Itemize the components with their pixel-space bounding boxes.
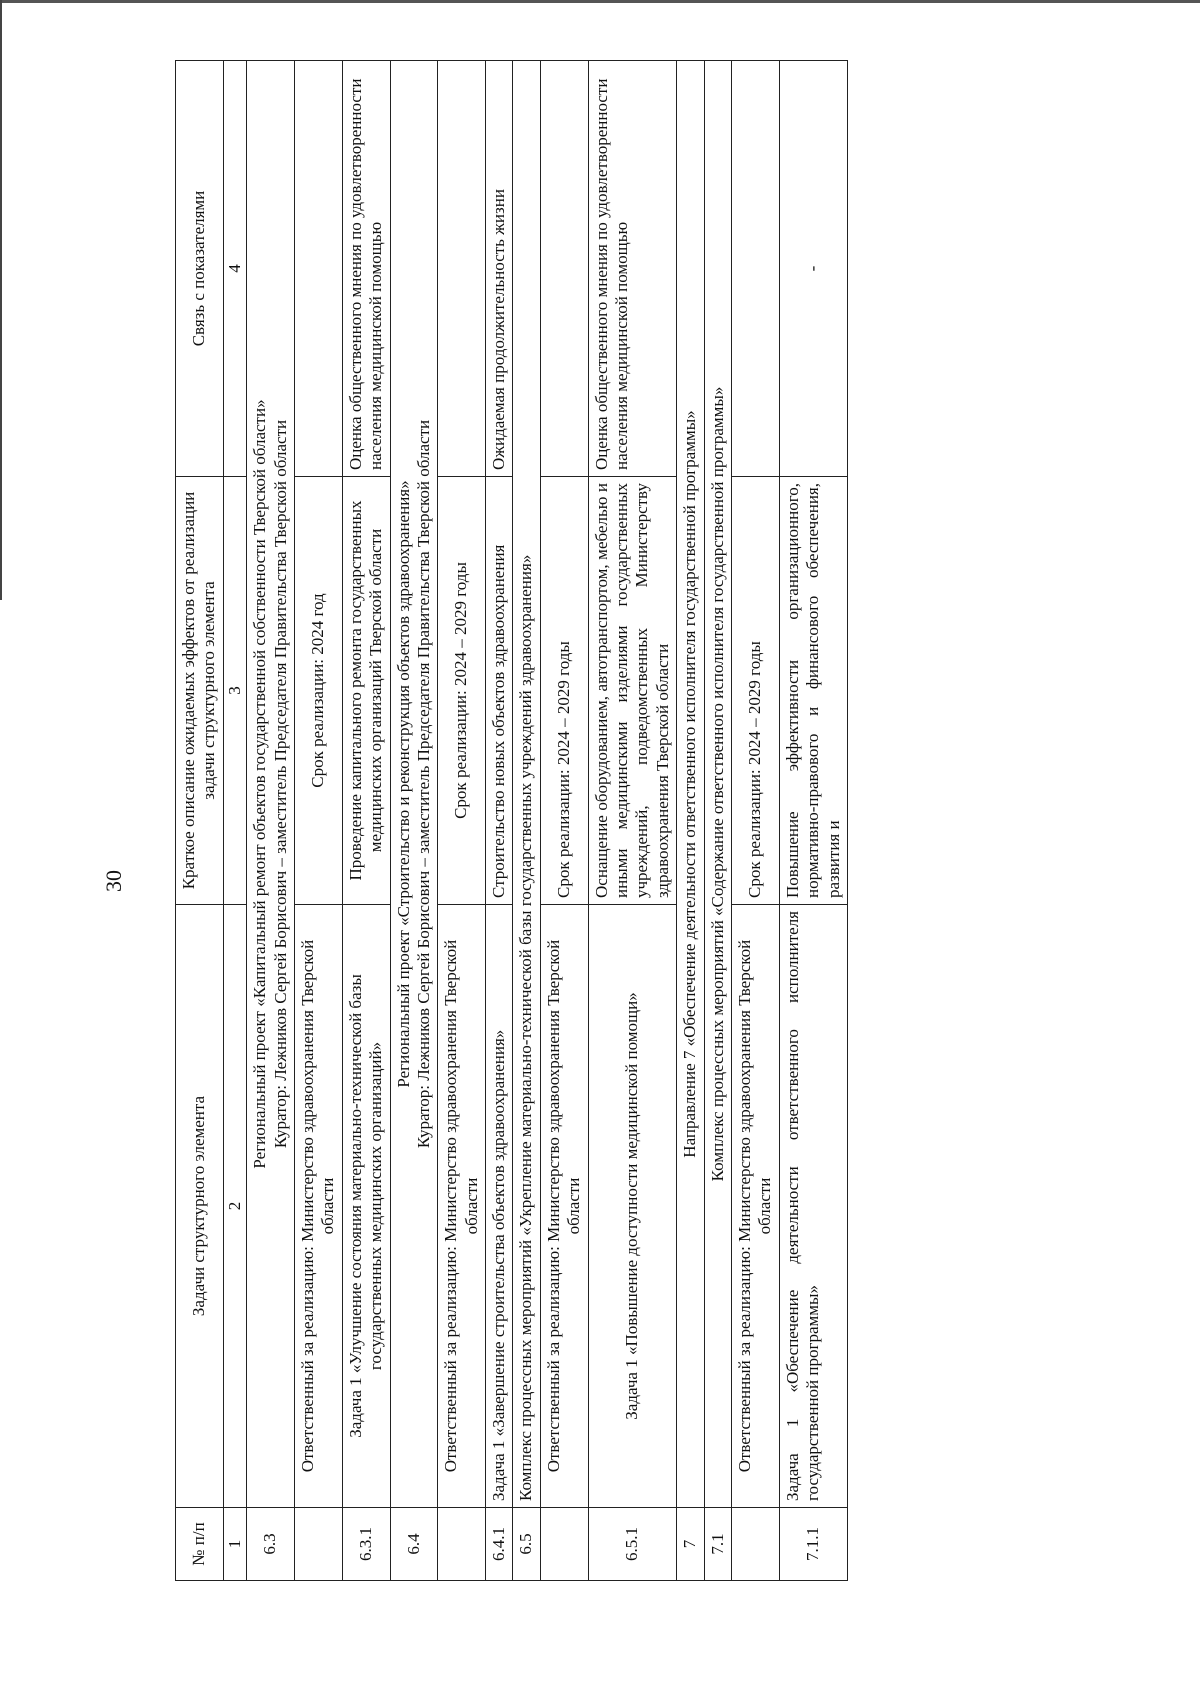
row-num: 6.3.1 (342, 1508, 390, 1581)
table-row (513, 61, 540, 1581)
col-number-4: 4 (223, 61, 246, 477)
responsible-cell: Ответственный за реализацию: Министерство здравоохранения Тверской области (540, 905, 588, 1508)
effect-cell: Проведение капитального ремонта государственных медицинских организаций Тверской области (342, 477, 390, 905)
effect-cell: Строительство новых объектов здравоохранения (486, 477, 513, 905)
col-number-2: 2 (223, 905, 246, 1508)
table-row (294, 61, 342, 1581)
row-num-empty (438, 1508, 486, 1581)
term-cell: Срок реализации: 2024 год (294, 477, 342, 905)
empty-cell (438, 61, 486, 477)
table-row (704, 61, 731, 1581)
col-number-3: 3 (223, 477, 246, 905)
row-num: 6.4 (390, 1508, 438, 1581)
row-num: 6.4.1 (486, 1508, 513, 1581)
row-num-empty (294, 1508, 342, 1581)
responsible-cell: Ответственный за реализацию: Министерство здравоохранения Тверской области (294, 905, 342, 1508)
page-number: 30 (101, 870, 126, 892)
table-row (342, 61, 390, 1581)
column-number-row (223, 61, 246, 1581)
task-cell: Задача 1 «Улучшение состояния материально-технической базы государственных медицинских организаций» (342, 905, 390, 1508)
header-effects: Краткое описание ожидаемых эффектов от реализации задачи структурного элемента (176, 477, 224, 905)
row-num: 6.5 (513, 1508, 540, 1581)
indicator-cell: Оценка общественного мнения по удовлетворенности населения медицинской помощью (342, 61, 390, 477)
table-row (677, 61, 704, 1581)
task-cell: Задача 1 «Повышение доступности медицинской помощи» (588, 905, 677, 1508)
table-header-row (176, 61, 224, 1581)
task-cell: Задача 1 «Завершение строительства объектов здравоохранения» (486, 905, 513, 1508)
project-title-cell (390, 61, 438, 1508)
empty-cell (540, 61, 588, 477)
row-num-empty (540, 1508, 588, 1581)
project-curator: Куратор: Лежников Сергей Борисович – заместитель Председателя Правительства Тверской области (413, 419, 433, 1149)
table-row (540, 61, 588, 1581)
table-row (390, 61, 438, 1581)
indicator-cell: - (779, 61, 847, 477)
indicator-cell: Ожидаемая продолжительность жизни (486, 61, 513, 477)
row-num: 7.1.1 (779, 1508, 847, 1581)
header-tasks: Задачи структурного элемента (176, 905, 224, 1508)
table-row (731, 61, 779, 1581)
header-num: № п/п (176, 1508, 224, 1581)
responsible-cell: Ответственный за реализацию: Министерство здравоохранения Тверской области (438, 905, 486, 1508)
direction-title-cell: Направление 7 «Обеспечение деятельности ответственного исполнителя государственной программы» (677, 61, 704, 1508)
table-row (588, 61, 677, 1581)
row-num: 6.3 (247, 1508, 295, 1581)
indicator-cell: Оценка общественного мнения по удовлетворенности населения медицинской помощью (588, 61, 677, 477)
empty-cell (731, 61, 779, 477)
term-cell: Срок реализации: 2024 – 2029 годы (438, 477, 486, 905)
table-row (438, 61, 486, 1581)
project-title: Региональный проект «Капитальный ремонт объектов государственной собственности Тверской области» (250, 399, 270, 1169)
project-title-cell (247, 61, 295, 1508)
project-curator: Куратор: Лежников Сергей Борисович – заместитель Председателя Правительства Тверской области (270, 419, 290, 1149)
scan-edge-left (0, 0, 2, 600)
header-indicators: Связь с показателями (176, 61, 224, 477)
complex-title-cell: Комплекс процессных мероприятий «Содержание ответственного исполнителя государственной программы» (704, 61, 731, 1508)
rotated-table-container (175, 78, 1103, 1581)
scan-edge-top (0, 0, 1200, 3)
row-num: 7 (677, 1508, 704, 1581)
table-row (247, 61, 295, 1581)
effect-cell: Повышение эффективности организационного, нормативно-правового и финансового обеспечения, развития и (779, 477, 847, 905)
row-num-empty (731, 1508, 779, 1581)
term-cell: Срок реализации: 2024 – 2029 годы (540, 477, 588, 905)
table-row (486, 61, 513, 1581)
row-num: 6.5.1 (588, 1508, 677, 1581)
table-row (779, 61, 847, 1581)
col-number-1: 1 (223, 1508, 246, 1581)
effect-cell: Оснащение оборудованием, автотранспортом, мебелью и иными медицинскими изделиями государственных учреждений, подведомственных Министерству здравоохранения Тверской области (588, 477, 677, 905)
structural-elements-table (175, 60, 848, 1581)
row-num: 7.1 (704, 1508, 731, 1581)
responsible-cell: Ответственный за реализацию: Министерство здравоохранения Тверской области (731, 905, 779, 1508)
complex-title-cell: Комплекс процессных мероприятий «Укрепление материально-технической базы государственных учреждений здравоохранения» (513, 61, 540, 1508)
task-cell: Задача 1 «Обеспечение деятельности ответственного исполнителя государственной программы» (779, 905, 847, 1508)
empty-cell (294, 61, 342, 477)
project-title: Региональный проект «Строительство и реконструкция объектов здравоохранения» (393, 480, 413, 1088)
term-cell: Срок реализации: 2024 – 2029 годы (731, 477, 779, 905)
